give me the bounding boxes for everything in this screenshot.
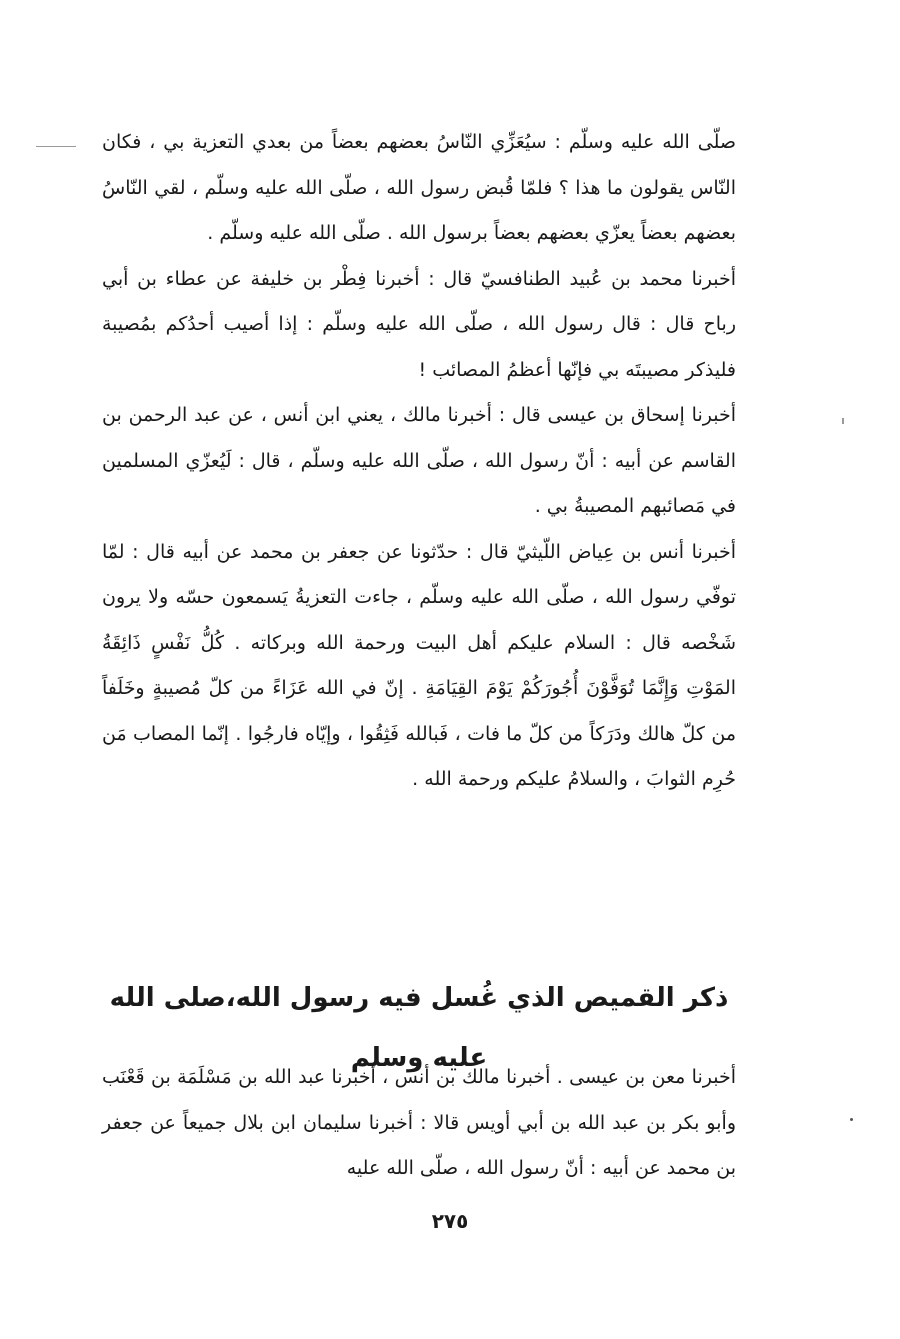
paragraph: أخبرنا أنس بن عِياض اللّيثيّ قال : حدّثونا عن جعفر بن محمد عن أبيه قال : لمّا توفّي رسول الله ، صلّى الله عليه وسلّم ، جاءت التعزيةُ يَسمعون حسّه ولا يرون شَخْصه قال : السلام عليكم أهل البيت ورحمة الله وبركاته . كُلُّ نَفْسٍ ذَائِقَةُ المَوْتِ وَإِنَّمَا تُوَفَّوْنَ أُجُورَكُمْ يَوْمَ القِيَامَةِ . إنّ في الله عَزَاءً من كلّ مُصيبةٍ وخَلَفاً من كلّ هالك ودَرَكاً من كلّ ما فات ، فَبالله فَثِقُوا ، وإيّاه فارجُوا . إنّما المصاب مَن حُرِم الثوابَ ، والسلامُ عليكم ورحمة الله .	[102, 540, 736, 790]
margin-mark	[36, 146, 76, 147]
paragraph: صلّى الله عليه وسلّم : سيُعَزِّي النّاسُ بعضهم بعضاً من بعدي التعزية بي ، فكان النّاس يقولون ما هذا ؟ فلمّا قُبض رسول الله ، صلّى الله عليه وسلّم ، لقي النّاسُ بعضهم بعضاً يعزّي بعضهم بعضاً برسول الله . صلّى الله عليه وسلّم .	[102, 131, 736, 244]
page-number: ٢٧٥	[431, 1209, 469, 1233]
paragraph: أخبرنا إسحاق بن عيسى قال : أخبرنا مالك ، يعني ابن أنس ، عن عبد الرحمن بن القاسم عن أبيه : أنّ رسول الله ، صلّى الله عليه وسلّم ، قال : لَيُعزّي المسلمين في مَصائبهم المصيبةُ بي .	[102, 404, 736, 517]
body-text-bottom	[102, 1055, 736, 1192]
margin-mark	[842, 418, 844, 424]
paragraph: أخبرنا معن بن عيسى . أخبرنا مالك بن أنس ، أخبرنا عبد الله بن مَسْلَمَة بن قَعْنَب وأبو بكر بن عبد الله بن أبي أويس قالا : أخبرنا سليمان ابن بلال جميعاً عن جعفر بن محمد عن أبيه : أنّ رسول الله ، صلّى الله عليه	[102, 1066, 736, 1179]
section-heading: ذكر القميص الذي غُسل فيه رسول الله،صلى الله عليه وسلم	[109, 983, 729, 1073]
body-text-top	[102, 120, 736, 803]
margin-mark	[850, 1118, 853, 1121]
paragraph: أخبرنا محمد بن عُبيد الطنافسيّ قال : أخبرنا فِطْر بن خليفة عن عطاء بن أبي رباح قال : قال رسول الله ، صلّى الله عليه وسلّم : إذا أصيب أحدُكم بمُصيبة فليذكر مصيبتَه بي فإنّها أعظمُ المصائب !	[102, 267, 736, 381]
